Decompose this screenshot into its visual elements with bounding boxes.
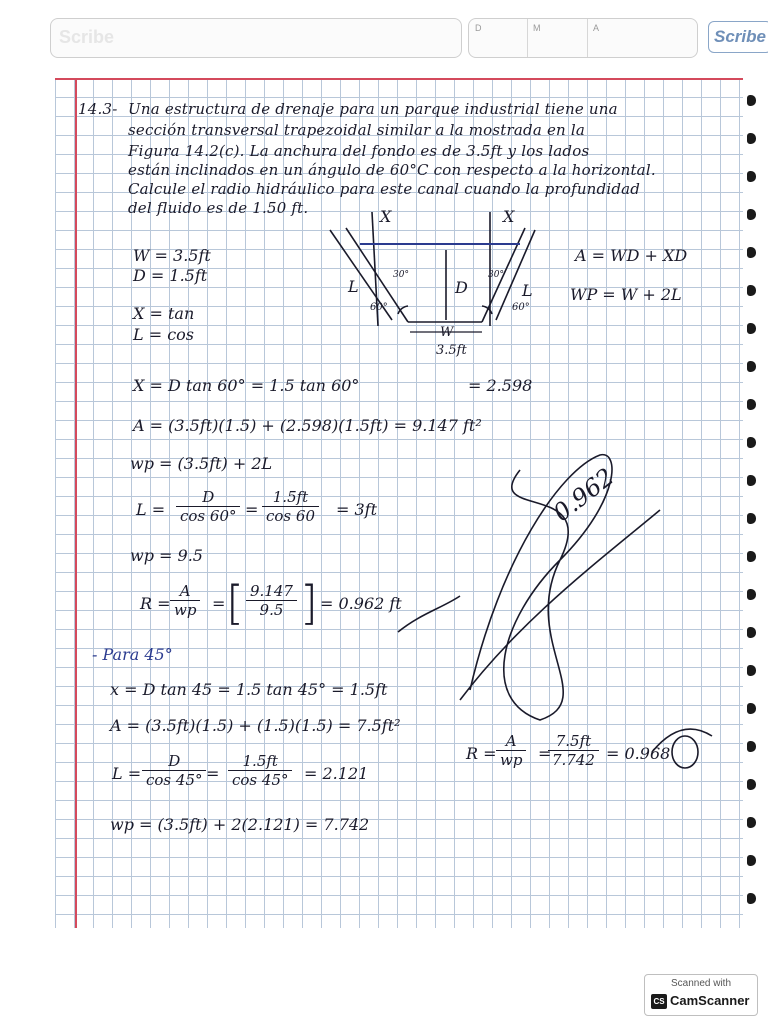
given-l: L = cos xyxy=(133,325,195,344)
fraction-denominator: cos 60 xyxy=(266,507,315,525)
fraction-denominator: 7.742 xyxy=(552,751,595,769)
date-year-label: A xyxy=(593,23,600,33)
equals-sign: = xyxy=(212,594,226,613)
calc-r-60-result: = 0.962 ft xyxy=(320,594,402,613)
scribe-logo: Scribe xyxy=(708,21,768,53)
date-day-label: D xyxy=(475,23,482,33)
fraction-numerator: 1.5ft xyxy=(228,752,292,771)
calc-x-60: X = D tan 60° = 1.5 tan 60° xyxy=(133,376,360,395)
calc-wp-60-formula: wp = (3.5ft) + 2L xyxy=(130,454,273,473)
problem-line-4: están inclinados en un ángulo de 60°C con respecto a la horizontal. xyxy=(128,161,656,179)
equals-sign: = xyxy=(538,744,552,763)
figure-angle-top-right: 30° xyxy=(488,270,504,280)
signature-text: 0.962 xyxy=(548,462,620,528)
calc-l-45-result: = 2.121 xyxy=(304,764,369,783)
problem-number: 14.3- xyxy=(78,100,118,118)
problem-line-3: Figura 14.2(c). La anchura del fondo es de 3.5ft y los lados xyxy=(128,142,590,160)
brand-watermark: Scribe xyxy=(59,27,115,47)
calc-wp-45: wp = (3.5ft) + 2(2.121) = 7.742 xyxy=(110,815,370,834)
fraction-denominator: wp xyxy=(174,601,197,619)
section-45-heading: - Para 45° xyxy=(92,645,173,664)
fraction-numerator: 9.147 xyxy=(246,582,297,601)
bracket-right: ] xyxy=(300,576,318,630)
figure-label-d: D xyxy=(455,278,468,297)
problem-line-5: Calcule el radio hidráulico para este canal cuando la profundidad xyxy=(128,180,641,198)
fraction-denominator: wp xyxy=(500,751,523,769)
calc-area-45: A = (3.5ft)(1.5) + (1.5)(1.5) = 7.5ft² xyxy=(110,716,401,735)
figure-label-l-right: L xyxy=(522,281,533,300)
fraction-numerator: A xyxy=(496,732,526,751)
fraction-denominator: 9.5 xyxy=(259,601,284,619)
date-month-label: M xyxy=(533,23,541,33)
calc-l-45-lhs: L = xyxy=(112,764,142,783)
equals-sign: = xyxy=(206,764,220,783)
figure-angle-bottom-left: 60° xyxy=(370,302,388,313)
fraction-denominator: cos 45° xyxy=(232,771,289,789)
calc-x-60-result: = 2.598 xyxy=(468,376,533,395)
fraction-denominator: cos 60° xyxy=(180,507,237,525)
figure-label-x-left: X xyxy=(380,207,392,226)
fraction-numerator: A xyxy=(170,582,200,601)
given-d: D = 1.5ft xyxy=(133,266,208,285)
calc-area-60: A = (3.5ft)(1.5) + (2.598)(1.5ft) = 9.147 ft² xyxy=(133,416,482,435)
problem-line-1: Una estructura de drenaje para un parque industrial tiene una xyxy=(128,100,618,118)
given-x: X = tan xyxy=(133,304,195,323)
calc-x-45: x = D tan 45 = 1.5 tan 45° = 1.5ft xyxy=(110,680,388,699)
calc-r-45-lhs: R = xyxy=(466,744,497,763)
problem-line-2: sección transversal trapezoidal similar a la mostrada en la xyxy=(128,121,585,139)
fraction-numerator: 1.5ft xyxy=(262,488,319,507)
camscanner-logo-icon: CS xyxy=(651,994,667,1009)
calc-l-60-lhs: L = xyxy=(136,500,166,519)
figure-label-l-left: L xyxy=(348,277,359,296)
figure-label-w: W xyxy=(440,325,454,340)
given-w: W = 3.5ft xyxy=(133,246,211,265)
camscanner-app-name: CamScanner xyxy=(670,993,750,1008)
calc-r-45-result: = 0.968 xyxy=(606,744,671,763)
calc-l-60-result: = 3ft xyxy=(336,500,378,519)
figure-angle-top-left: 30° xyxy=(393,270,409,280)
formula-area: A = WD + XD xyxy=(575,246,688,265)
calc-r-60-lhs: R = xyxy=(140,594,171,613)
bracket-left: [ xyxy=(226,576,244,630)
fraction-numerator: D xyxy=(176,488,240,507)
camscanner-badge xyxy=(644,974,758,1016)
problem-line-6: del fluido es de 1.50 ft. xyxy=(128,199,309,217)
fraction-numerator: 7.5ft xyxy=(548,732,599,751)
fraction-denominator: cos 45° xyxy=(146,771,203,789)
figure-label-w-value: 3.5ft xyxy=(436,343,467,358)
scanned-with-label: Scanned with xyxy=(670,978,732,989)
equals-sign: = xyxy=(245,500,259,519)
figure-label-x-right: X xyxy=(503,207,515,226)
figure-angle-bottom-right: 60° xyxy=(512,302,530,313)
calc-wp-60-value: wp = 9.5 xyxy=(130,546,203,565)
fraction-numerator: D xyxy=(142,752,206,771)
formula-wetted-perimeter: WP = W + 2L xyxy=(570,285,682,304)
